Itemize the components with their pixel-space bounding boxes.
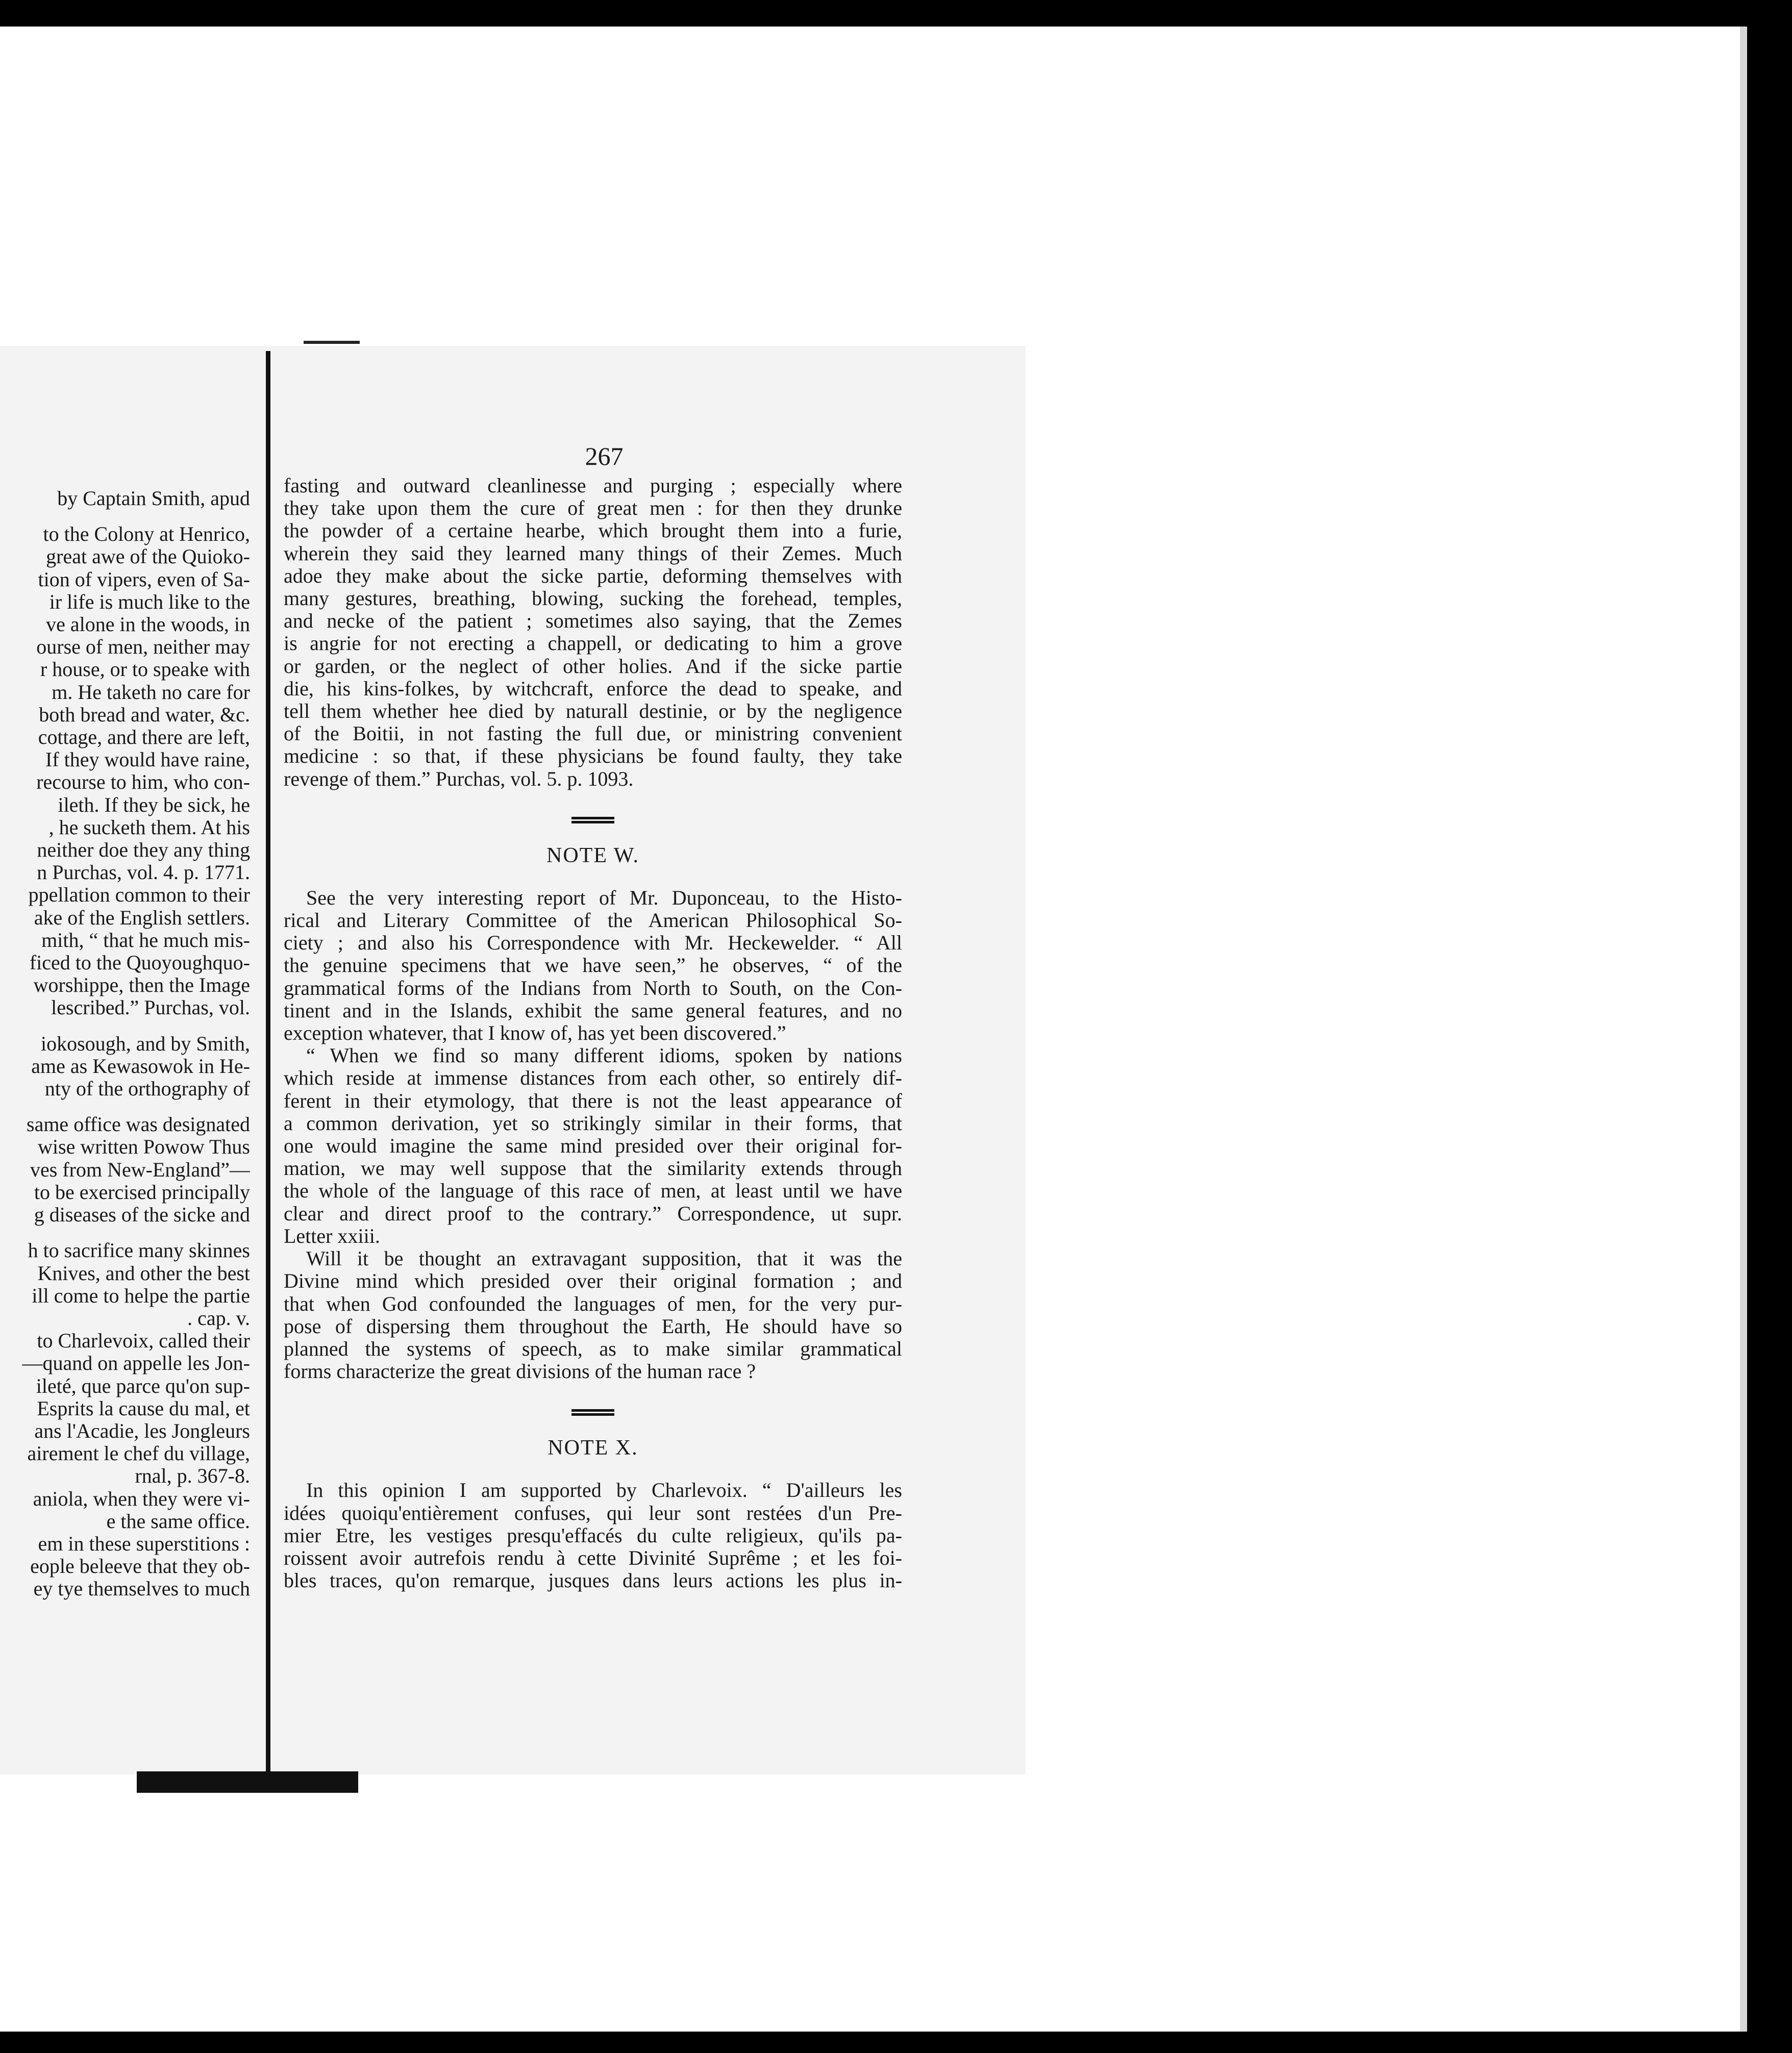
text-line: the whole of the language of this race of men, at least until we have <box>284 1179 902 1203</box>
left-fragment-line: ppellation common to their <box>28 883 250 907</box>
page-edge <box>1740 27 1747 2032</box>
left-fragment-line: to be exercised principally <box>34 1180 250 1204</box>
text-line: die, his kins-folkes, by witchcraft, enforce the dead to speake, and <box>284 677 902 700</box>
left-fragment-line: ourse of men, neither may <box>36 635 250 659</box>
left-fragment-line: worshippe, then the Image <box>33 973 250 997</box>
page-number: 267 <box>585 442 624 470</box>
left-fragment-line: r house, or to speake with <box>40 658 250 681</box>
text-line: the genuine specimens that we have seen,” he observes, “ of the <box>284 954 902 977</box>
text-line: rical and Literary Committee of the American Philosophical So- <box>284 909 902 932</box>
text-line: roissent avoir autrefois rendu à cette Divinité Suprême ; et les foi- <box>284 1546 902 1569</box>
left-fragment-line: mith, “ that he much mis- <box>41 928 250 952</box>
left-fragment-line: same office was designated <box>27 1113 250 1136</box>
text-line: Divine mind which presided over their original formation ; and <box>284 1269 902 1293</box>
left-fragment-line: eople beleeve that they ob- <box>30 1555 250 1578</box>
left-fragment-line: lescribed.” Purchas, vol. <box>51 996 250 1019</box>
text-line: grammatical forms of the Indians from North to South, on the Con- <box>284 976 902 999</box>
text-line: Letter xxiii. <box>284 1224 380 1247</box>
text-line: medicine : so that, if these physicians be found faulty, they take <box>284 744 902 768</box>
top-dash <box>304 341 360 344</box>
left-fragment-line: neither doe they any thing <box>37 838 250 862</box>
text-line: Will it be thought an extravagant supposition, that it was the <box>306 1247 902 1270</box>
text-line: wherein they said they learned many things of their Zemes. Much <box>284 541 902 565</box>
text-line: See the very interesting report of Mr. Duponceau, to the Histo- <box>306 886 902 909</box>
left-fragment-line: cottage, and there are left, <box>38 725 250 749</box>
left-fragment-line: ficed to the Quoyoughquo- <box>29 951 250 974</box>
left-fragment-line: —quand on appelle les Jon- <box>22 1351 250 1375</box>
note-w-paragraph <box>284 887 902 1044</box>
left-fragment-line: m. He taketh no care for <box>52 680 250 704</box>
text-line: fasting and outward cleanlinesse and purging ; especially where <box>284 474 902 497</box>
text-line: In this opinion I am supported by Charlevoix. “ D'ailleurs les <box>306 1479 902 1502</box>
left-fragment-line: ame as Kewasowok in He- <box>31 1054 250 1078</box>
left-fragment-line: If they would have raine, <box>45 748 250 771</box>
left-fragment-line: tion of vipers, even of Sa- <box>38 567 250 591</box>
text-line: revenge of them.” Purchas, vol. 5. p. 1093. <box>284 767 634 790</box>
left-fragment-line: ans l'Acadie, les Jongleurs <box>34 1419 250 1442</box>
note-w-paragraph <box>284 1044 902 1247</box>
left-fragment-line: recourse to him, who con- <box>36 770 250 794</box>
text-line: which reside at immense distances from each other, so entirely dif- <box>284 1066 902 1090</box>
continuation-paragraph <box>284 474 902 790</box>
text-line: or garden, or the neglect of other holies. And if the sicke partie <box>284 654 902 678</box>
text-line: “ When we find so many different idioms, spoken by nations <box>306 1044 902 1067</box>
text-line: that when God confounded the languages of men, for the very pur- <box>284 1292 902 1315</box>
text-line: a common derivation, yet so strikingly similar in their forms, that <box>284 1111 902 1135</box>
text-line: bles traces, qu'on remarque, jusques dans leurs actions les plus in- <box>284 1569 902 1592</box>
text-line: one would imagine the same mind presided over their original for- <box>284 1134 902 1158</box>
text-line: ferent in their etymology, that there is not the least appearance of <box>284 1089 902 1112</box>
left-fragment-line: ves from New-England”— <box>30 1158 250 1181</box>
text-line: is angrie for not erecting a chappell, or dedicating to him a grove <box>284 632 902 655</box>
note-x-heading: NOTE X. <box>547 1436 638 1460</box>
section-ornament <box>571 817 614 823</box>
text-line: mier Etre, les vestiges presqu'effacés du culte religieux, qu'ils pa- <box>284 1523 902 1547</box>
note-x-paragraph <box>284 1479 902 1592</box>
left-fragment-line: wise written Powow Thus <box>38 1135 250 1159</box>
text-line: planned the systems of speech, as to make similar grammatical <box>284 1337 902 1360</box>
text-line: the powder of a certaine hearbe, which brought them into a furie, <box>284 519 902 542</box>
text-line: clear and direct proof to the contrary.” Correspondence, ut supr. <box>284 1201 902 1225</box>
text-line: tinent and in the Islands, exhibit the same general features, and no <box>284 998 902 1022</box>
left-fragment-line: airement le chef du village, <box>27 1442 250 1465</box>
text-line: mation, we may well suppose that the similarity extends through <box>284 1157 902 1180</box>
text-line: many gestures, breathing, blowing, sucking the forehead, temples, <box>284 587 902 610</box>
left-fragment-line: h to sacrifice many skinnes <box>28 1239 250 1262</box>
left-fragment-line: ileth. If they be sick, he <box>58 793 250 816</box>
text-line: adoe they make about the sicke partie, deforming themselves with <box>284 564 902 587</box>
left-fragment-line: to Charlevoix, called their <box>37 1329 250 1353</box>
paragraph-gap <box>0 1226 250 1239</box>
gutter-rule <box>266 351 270 1780</box>
left-fragment-line: . cap. v. <box>187 1306 250 1330</box>
left-fragment-line: n Purchas, vol. 4. p. 1771. <box>37 861 250 884</box>
left-fragment-line: em in these superstitions : <box>38 1532 250 1555</box>
left-fragment-line: e the same office. <box>106 1509 250 1533</box>
left-fragment-line: both bread and water, &c. <box>39 703 250 726</box>
left-page-fragment <box>0 487 250 1712</box>
text-line: tell them whether hee died by naturall destinie, or by the negligence <box>284 699 902 723</box>
left-fragment-line: Esprits la cause du mal, et <box>37 1396 250 1420</box>
foot-bar <box>137 1771 358 1793</box>
left-fragment-line: ileté, que parce qu'on sup- <box>36 1374 250 1397</box>
text-line: they take upon them the cure of great men : for then they drunke <box>284 496 902 520</box>
note-w-paragraph <box>284 1247 902 1383</box>
left-fragment-line: , he sucketh them. At his <box>48 815 250 839</box>
left-fragment-line: nty of the orthography of <box>44 1077 250 1100</box>
paragraph-gap <box>0 1019 250 1033</box>
left-fragment-line: by Captain Smith, apud <box>57 487 250 510</box>
paragraph-gap <box>0 1100 250 1113</box>
left-fragment-line: ake of the English settlers. <box>34 906 250 929</box>
left-fragment-line: to the Colony at Henrico, <box>43 522 250 546</box>
text-line: idées quoiqu'entièrement confuses, qui leur sont restées d'un Pre- <box>284 1501 902 1524</box>
section-ornament <box>571 1409 614 1416</box>
text-line: of the Boitii, in not fasting the full due, or ministring convenient <box>284 722 902 745</box>
text-line: ciety ; and also his Correspondence with Mr. Heckewelder. “ All <box>284 931 902 955</box>
text-line: pose of dispersing them throughout the Earth, He should have so <box>284 1314 902 1338</box>
note-w-heading: NOTE W. <box>546 843 639 867</box>
text-line: exception whatever, that I know of, has yet been discovered.” <box>284 1021 786 1045</box>
left-fragment-line: Knives, and other the best <box>37 1261 250 1285</box>
left-fragment-line: iokosough, and by Smith, <box>40 1032 250 1055</box>
left-fragment-line: ir life is much like to the <box>49 590 250 613</box>
paragraph-gap <box>0 510 250 523</box>
text-line: forms characterize the great divisions of the human race ? <box>284 1360 756 1383</box>
left-fragment-line: ill come to helpe the partie <box>32 1284 250 1307</box>
left-fragment-line: ey tye themselves to much <box>33 1577 250 1600</box>
left-fragment-line: aniola, when they were vi- <box>33 1487 250 1510</box>
text-line: and necke of the patient ; sometimes also saying, that the Zemes <box>284 609 902 633</box>
left-fragment-line: g diseases of the sicke and <box>34 1203 250 1226</box>
left-fragment-line: rnal, p. 367-8. <box>135 1464 250 1488</box>
left-fragment-line: great awe of the Quioko- <box>46 545 250 568</box>
right-page <box>284 438 902 1698</box>
left-fragment-line: ve alone in the woods, in <box>46 613 250 636</box>
